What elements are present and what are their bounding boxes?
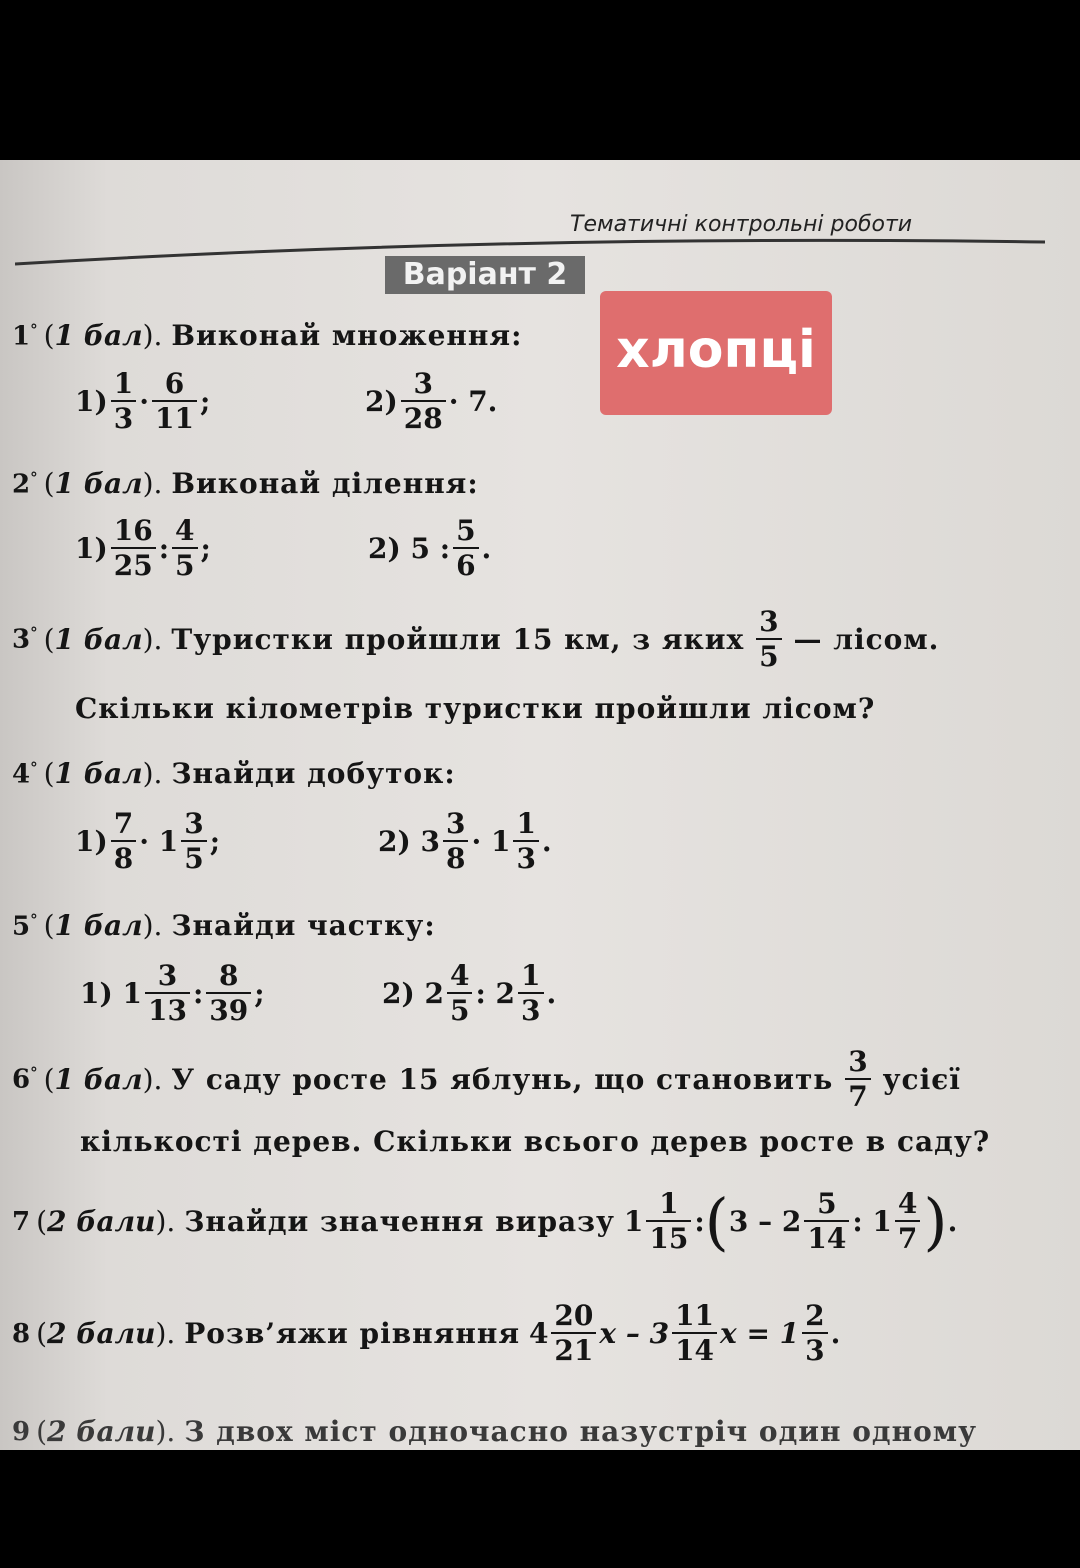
task-5-item-2: 2) 2 $\frac{4}{5}$ : 2 $\frac{1}{3}$ . [382,959,557,1027]
task-3-heading: 3° ( 1 бал ). Туристки пройшли 15 км, з яких $\frac{3}{5}$ — лісом. [12,605,940,673]
task-1-heading: 1° ( 1 бал ). Виконай множення: [12,319,523,352]
task-7-heading: 7 ( 2 бали ). Знайди значення виразу 1 $\frac{1}{15}$ : ( 3 – 2 $\frac{5}{14}$ : 1 $\frac{4}{7}$ ) . [12,1184,958,1258]
task-4-heading: 4° ( 1 бал ). Знайди добуток: [12,757,456,790]
task-9-heading: 9 ( 2 бали ). З двох міст одночасно назустріч один одному [12,1415,977,1448]
task-5-item-1: 1) 1 $\frac{3}{13}$ : $\frac{8}{39}$ ; [80,959,265,1027]
task-4-item-1: 1) $\frac{7}{8}$ · 1 $\frac{3}{5}$ ; [75,807,221,875]
task-6-heading: 6° ( 1 бал ). У саду росте 15 яблунь, що становить $\frac{3}{7}$ усієї [12,1045,961,1113]
task-4-item-2: 2) 3 $\frac{3}{8}$ · 1 $\frac{1}{3}$ . [378,807,552,875]
task-8-heading: 8 ( 2 бали ). Розв’яжи рівняння 4 $\frac{20}{21}$ x – 3 $\frac{11}{14}$ x = 1 $\frac{2}{3}$ . [12,1299,841,1367]
task-6-question: кількості дерев. Скільки всього дерев росте в саду? [80,1125,991,1158]
sticker-label: хлопці [600,291,832,415]
task-1-item-2: 2) $\frac{3}{28}$ · 7. [365,367,498,435]
task-5-heading: 5° ( 1 бал ). Знайди частку: [12,909,436,942]
page-header-title: Тематичні контрольні роботи [570,212,913,237]
task-2-item-1: 1) $\frac{16}{25}$ : $\frac{4}{5}$ ; [75,514,211,582]
task-3-question: Скільки кілометрів туристки пройшли лісом? [75,692,876,725]
task-1-item-1: 1) $\frac{1}{3}$ · $\frac{6}{11}$ ; [75,367,211,435]
task-2-heading: 2° ( 1 бал ). Виконай ділення: [12,467,479,500]
textbook-page [0,160,1080,1450]
task-2-item-2: 2) 5 : $\frac{5}{6}$ . [368,514,492,582]
variant-banner: Варіант 2 [385,256,585,294]
